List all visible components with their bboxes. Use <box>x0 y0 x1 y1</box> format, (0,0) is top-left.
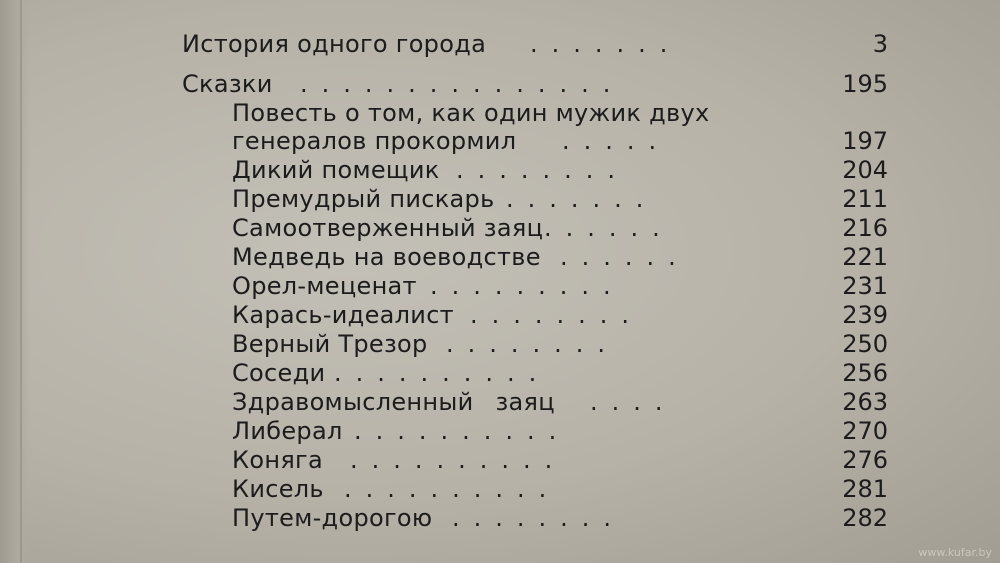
toc-leader-dots: ........ <box>456 156 630 184</box>
toc-entry-title: Самоотверженный заяц <box>232 214 544 242</box>
toc-entry-page: 270 <box>842 417 888 445</box>
toc-entry-page: 276 <box>842 446 888 474</box>
toc-leader-dots: .......... <box>344 475 561 503</box>
toc-entry-page: 3 <box>872 30 888 58</box>
toc-entry-title: Повесть о том, как один мужик двух <box>232 99 710 127</box>
toc-entry-page: 221 <box>842 243 888 271</box>
toc-leader-dots: ..... <box>562 127 671 155</box>
toc-entry-title: Либерал <box>232 417 343 445</box>
watermark: www.kufar.by <box>918 546 992 559</box>
toc-leader-dots: ...... <box>560 243 690 271</box>
toc-entry-title: История одного города <box>182 30 487 58</box>
toc-leader-dots: ....... <box>530 30 682 58</box>
toc-entry-page: 195 <box>842 70 888 98</box>
toc-entry-page: 256 <box>842 359 888 387</box>
toc-leader-dots: ....... <box>506 185 658 213</box>
toc-entry-page: 263 <box>842 388 888 416</box>
toc-entry-page: 197 <box>842 127 888 155</box>
toc-entry-page: 211 <box>842 185 888 213</box>
toc-entry-title: Дикий помещик <box>232 156 440 184</box>
toc-entry-title: Карась-идеалист <box>232 301 454 329</box>
toc-leader-dots: ...... <box>544 214 674 242</box>
toc-entry-title: Соседи <box>232 359 326 387</box>
toc-leader-dots: .......... <box>354 417 571 445</box>
toc-entry-page: 216 <box>842 214 888 242</box>
toc-entry-page: 250 <box>842 330 888 358</box>
toc-leader-dots: .... <box>590 388 677 416</box>
toc-entry-title: Верный Трезор <box>232 330 428 358</box>
toc-entry-title: Кисель <box>232 475 324 503</box>
toc-leader-dots: ........ <box>470 301 644 329</box>
toc-entry-page: 204 <box>842 156 888 184</box>
toc-entry-title: Медведь на воеводстве <box>232 243 541 271</box>
toc-entry-title: Сказки <box>182 70 273 98</box>
toc-entry-title: Премудрый пискарь <box>232 185 495 213</box>
toc-leader-dots: ........ <box>446 330 620 358</box>
toc-leader-dots: ........ <box>452 504 626 532</box>
toc-entry-title: Здравомысленный заяц <box>232 388 555 416</box>
toc-leader-dots: ......... <box>430 272 625 300</box>
toc-entry-page: 231 <box>842 272 888 300</box>
toc-entry-page: 282 <box>842 504 888 532</box>
toc-leader-dots: .......... <box>334 359 551 387</box>
toc-entry-title-continuation: генералов прокормил <box>232 127 517 155</box>
toc-entry-page: 239 <box>842 301 888 329</box>
toc-entry-page: 281 <box>842 475 888 503</box>
toc-entry-title: Коняга <box>232 446 323 474</box>
toc-leader-dots: .......... <box>350 446 567 474</box>
toc-leader-dots: ............... <box>300 70 625 98</box>
toc-entry-title: Путем-дорогою <box>232 504 433 532</box>
toc-entry-title: Орел-меценат <box>232 272 417 300</box>
